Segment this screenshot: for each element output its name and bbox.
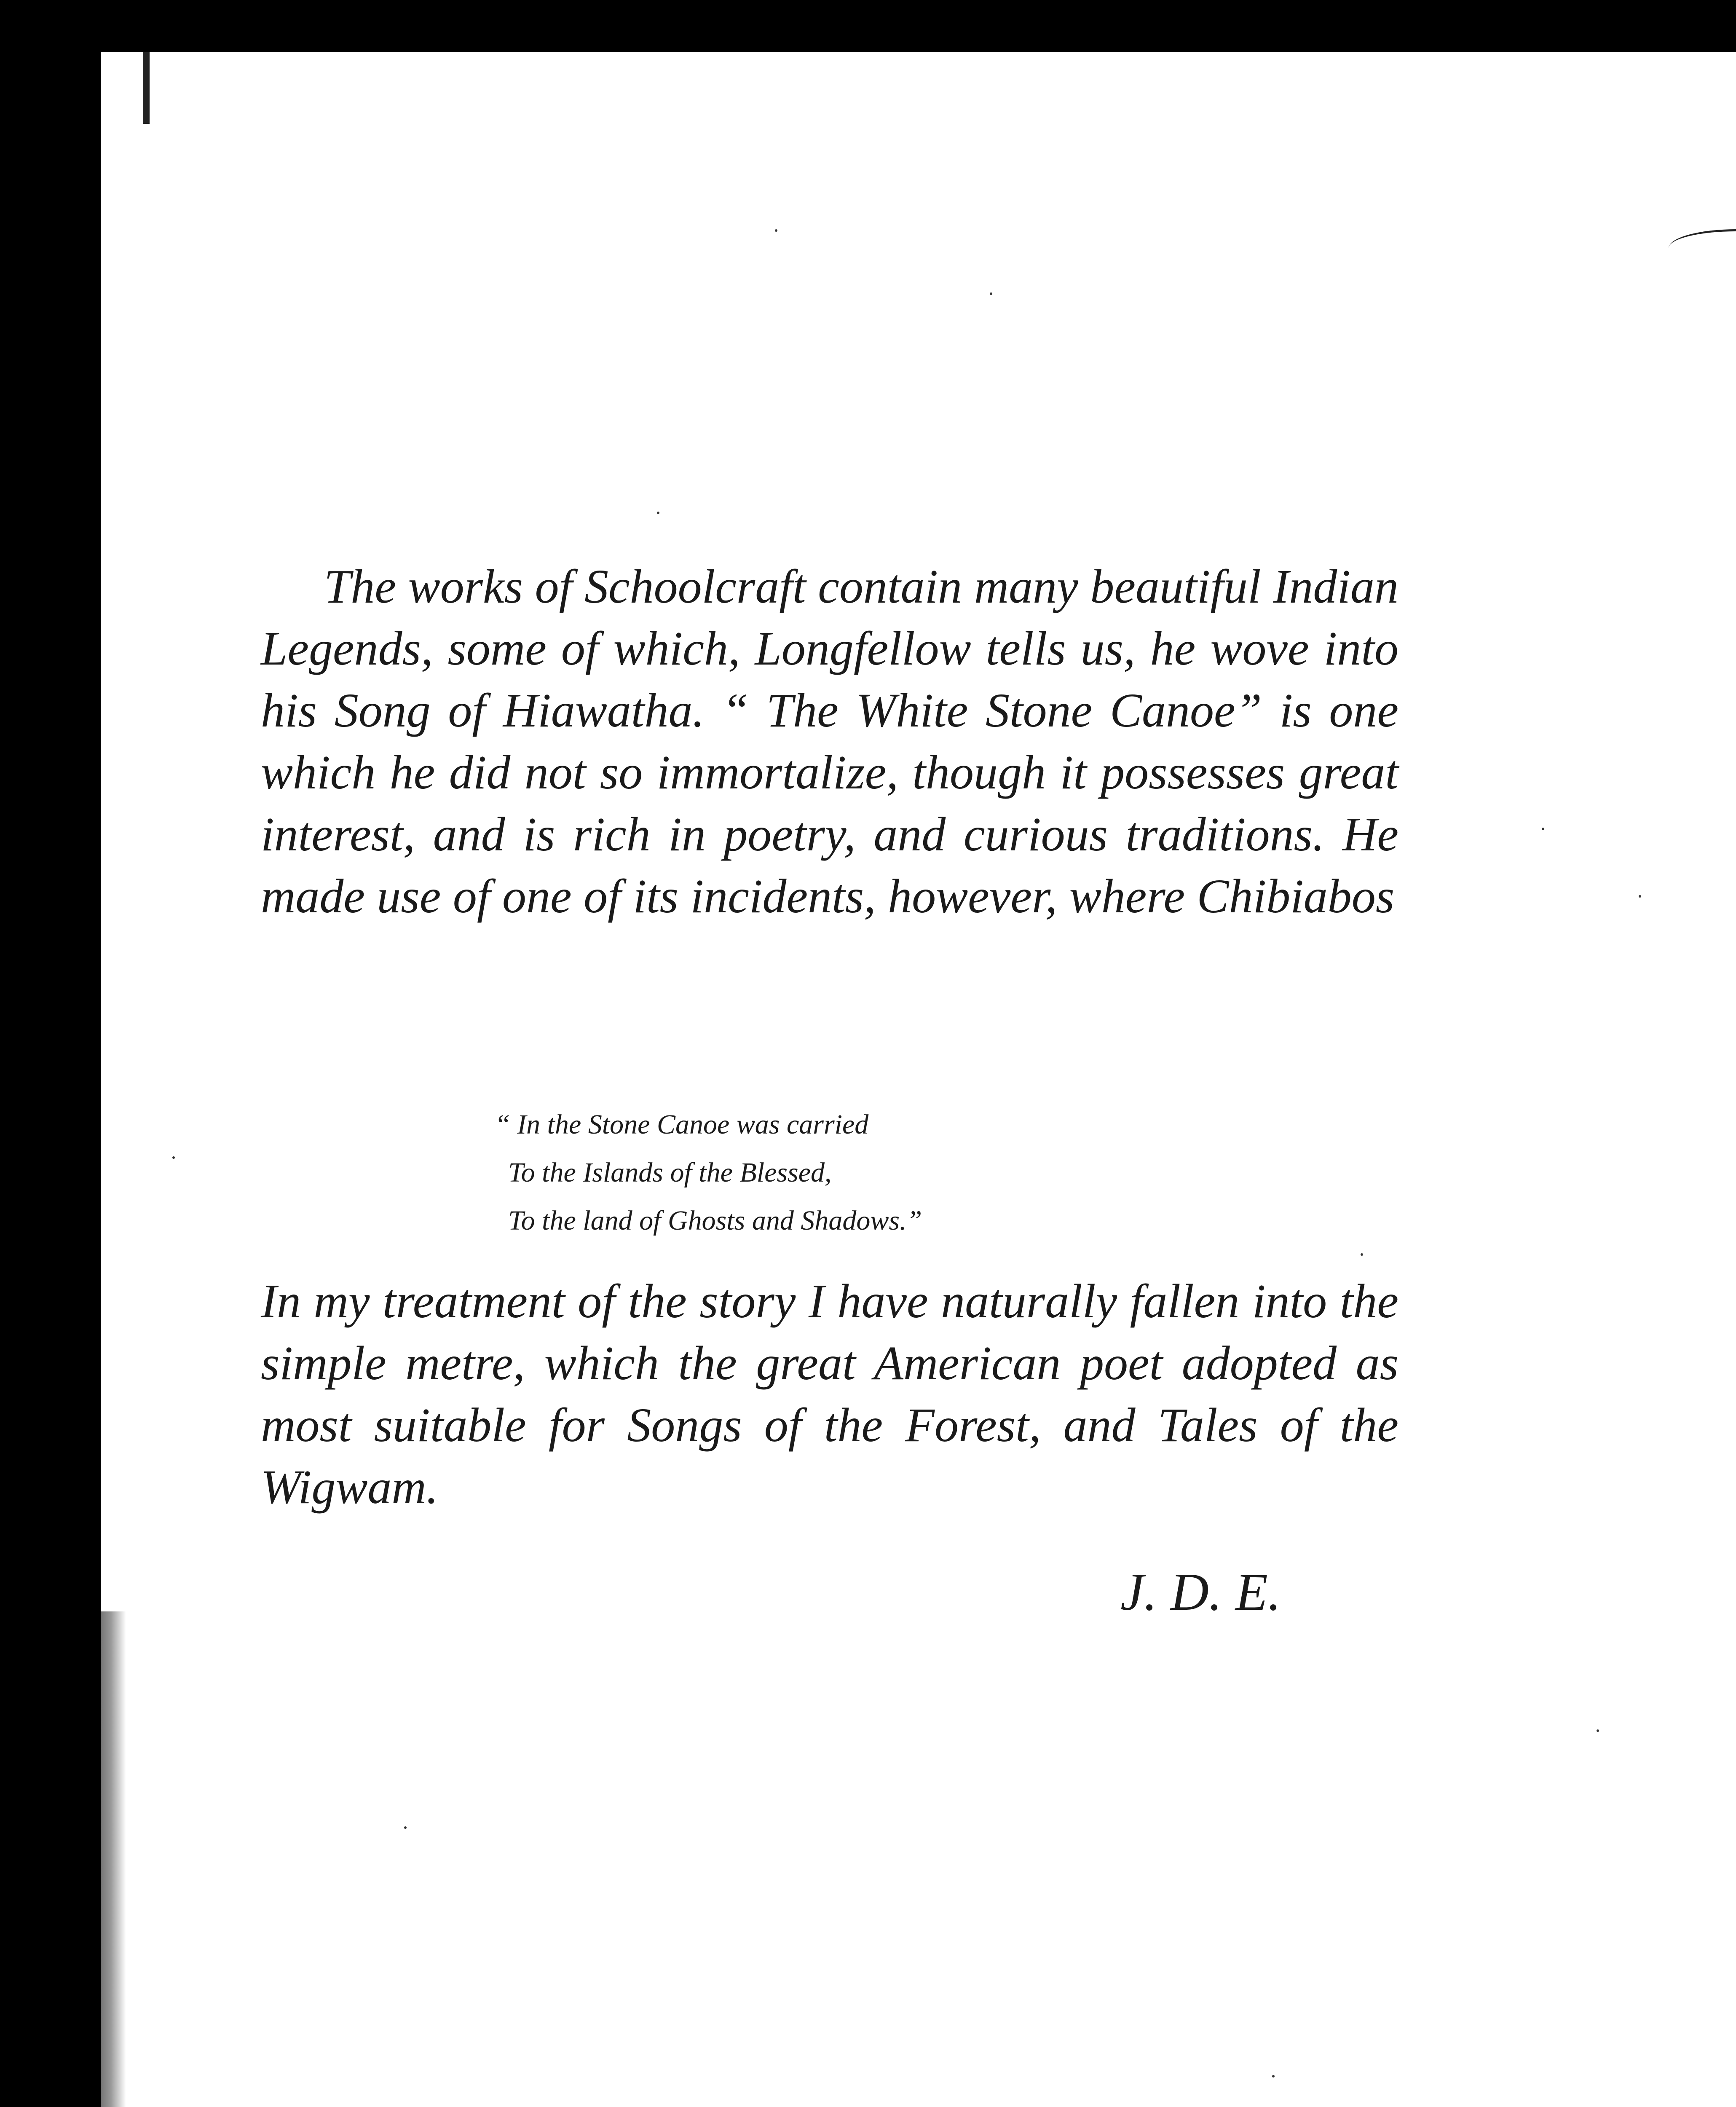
closing-paragraph: In my treatment of the story I have naturally fallen into the simple metre, which the great American poet adopted as most suitable for Songs of the Forest, and Tales of the Wigwam. [261,1274,1398,1514]
scan-speck [172,1156,175,1159]
scan-speck [775,229,777,232]
scan-speck [657,512,659,514]
verse-line-2: To the Islands of the Blessed, [508,1157,832,1188]
scan-speck [1272,2075,1275,2078]
scan-speck [1542,828,1544,830]
verse-line-3: To the land of Ghosts and Shadows.” [508,1205,922,1236]
verse-quotation [495,1101,922,1245]
scan-edge-mark [143,52,150,124]
scan-speck [990,292,992,295]
scan-speck [404,1826,407,1829]
scan-speck [1361,1253,1363,1256]
author-initials: J. D. E. [1120,1563,1281,1622]
intro-paragraph: The works of Schoolcraft contain many beautiful Indian Legends, some of which, Longfellow tells us, he wove into his Song of Hiawatha. “ The White Stone Canoe” is one which he did not so immortalize, though it possesses great interest, and is rich in poetry, and curious traditions. He made use of one of its incidents, however, where Chibiabos [261,560,1398,923]
verse-line-1: “ In the Stone Canoe was carried [495,1109,869,1140]
page-curl-mark [1669,229,1736,248]
binding-edge-shadow [101,1611,126,2107]
scanned-page [101,52,1736,2107]
scan-speck [1597,1729,1599,1732]
scan-speck [1639,895,1641,898]
